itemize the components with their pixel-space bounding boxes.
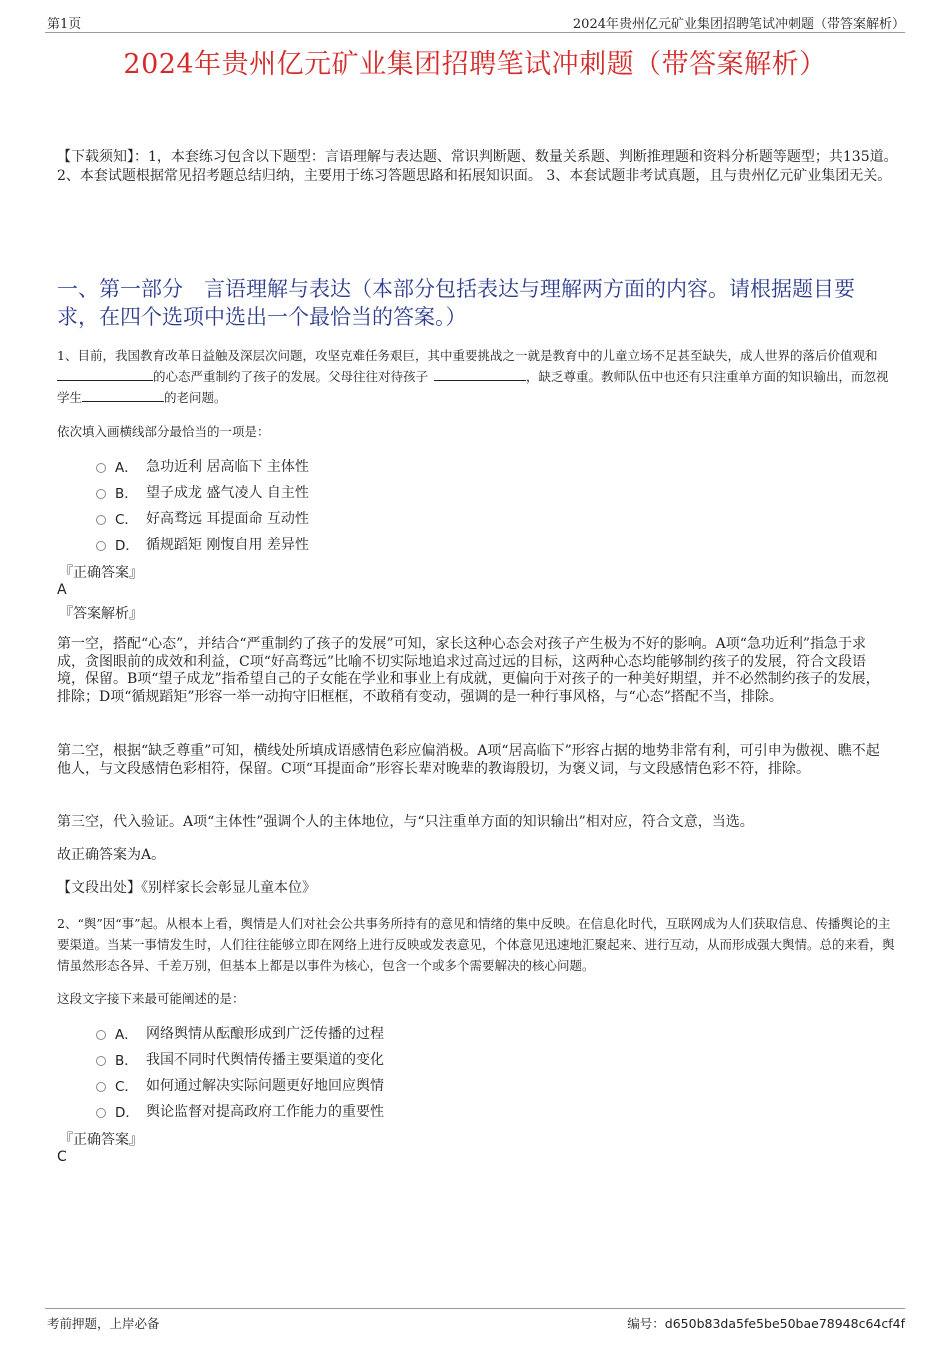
radio-icon[interactable] — [96, 463, 106, 473]
option-text: 舆论监督对提高政府工作能力的重要性 — [146, 1104, 384, 1120]
option-text: 好高骛远 耳提面命 互动性 — [146, 511, 309, 527]
document-code-value: d650b83da5fe5be50bae78948c64cf4f — [664, 1316, 905, 1331]
q2-option-d[interactable] — [96, 1100, 384, 1122]
option-text: 网络舆情从酝酿形成到广泛传播的过程 — [146, 1026, 384, 1042]
fill-blank-3 — [82, 387, 164, 402]
option-letter: B． — [115, 1053, 138, 1069]
q1-text-part: 1、目前，我国教育改革日益触及深层次问题，攻坚克难任务艰巨，其中重要挑战之一就是教育中的儿童立场不足甚至缺失，成人世界的落后价值观和 — [57, 348, 878, 363]
footer-slogan: 考前押题，上岸必备 — [47, 1316, 160, 1331]
q1-answer-label: 『正确答案』 — [59, 565, 143, 581]
q1-answer: A — [57, 582, 67, 598]
q1-source: 【文段出处】《别样家长会彰显儿童本位》 — [57, 880, 316, 896]
q1-option-b[interactable] — [96, 481, 309, 503]
radio-icon[interactable] — [96, 1056, 106, 1066]
option-letter: C． — [115, 1079, 138, 1095]
document-code-label: 编号： — [627, 1316, 665, 1331]
option-text: 如何通过解决实际问题更好地回应舆情 — [146, 1078, 384, 1094]
option-letter: B． — [115, 486, 138, 502]
option-text: 我国不同时代舆情传播主要渠道的变化 — [146, 1052, 384, 1068]
option-letter: A． — [115, 460, 138, 476]
radio-icon[interactable] — [96, 489, 106, 499]
question-2-prompt: 这段文字接下来最可能阐述的是： — [57, 991, 245, 1006]
radio-icon[interactable] — [96, 541, 106, 551]
download-notice: 【下载须知】：1，本套练习包含以下题型：言语理解与表达题、常识判断题、数量关系题、判断推理题和资料分析题等题型；共135道。 2、本套试题根据常见招考题总结归纳，主要用于练习答题思路和拓展知识面。 3、本套试题非考试真题，且与贵州亿元矿业集团无关。 — [57, 149, 898, 184]
q1-text-part: ，缺乏尊重。教师队伍中也还有只注重单方面的知识输出，而忽视学生 — [57, 369, 889, 405]
option-text: 急功近利 居高临下 主体性 — [146, 459, 309, 475]
q2-answer-label: 『正确答案』 — [59, 1132, 143, 1148]
q2-option-b[interactable] — [96, 1048, 384, 1070]
question-1-text — [57, 345, 898, 408]
question-2-text: 2、“舆”因“事”起。从根本上看，舆情是人们对社会公共事务所持有的意见和情绪的集中反映。在信息化时代，互联网成为人们获取信息、传播舆论的主要渠道。当某一事情发生时，人们往往能够立即在网络上进行反映或发表意见，个体意见迅速地汇聚起来、进行互动，从而形成强大舆情。总的来看，舆情虽然形态各异、千差万别，但基本上都是以事件为核心，包含一个或多个需要解决的核心问题。 — [57, 916, 895, 973]
option-text: 望子成龙 盛气凌人 自主性 — [146, 485, 309, 501]
q1-text-part: 的心态严重制约了孩子的发展。父母往往对待孩子 — [153, 369, 429, 384]
option-text: 循规蹈矩 刚愎自用 差异性 — [146, 537, 309, 553]
q1-analysis-label: 『答案解析』 — [59, 606, 143, 622]
q1-option-a[interactable] — [96, 455, 309, 477]
fill-blank-1 — [57, 366, 153, 381]
q2-answer: C — [57, 1149, 67, 1165]
option-letter: A． — [115, 1027, 138, 1043]
footer-divider — [45, 1308, 905, 1309]
fill-blank-2 — [434, 366, 526, 381]
running-header-title: 2024年贵州亿元矿业集团招聘笔试冲刺题（带答案解析） — [572, 17, 905, 32]
q1-option-c[interactable] — [96, 507, 309, 529]
page-title: 2024年贵州亿元矿业集团招聘笔试冲刺题（带答案解析） — [123, 49, 827, 80]
radio-icon[interactable] — [96, 1108, 106, 1118]
section-heading: 一、第一部分 言语理解与表达（本部分包括表达与理解两方面的内容。请根据题目要求，在四个选项中选出一个最恰当的答案。） — [57, 277, 855, 329]
q2-option-c[interactable] — [96, 1074, 384, 1096]
option-letter: D． — [115, 538, 139, 554]
option-letter: D． — [115, 1105, 139, 1121]
q1-text-part: 的老问题。 — [164, 390, 227, 405]
option-letter: C． — [115, 512, 138, 528]
q1-analysis-paragraph-2: 第二空，根据“缺乏尊重”可知，横线处所填成语感情色彩应偏消极。A项“居高临下”形容占据的地势非常有利，可引申为傲视、瞧不起他人，与文段感情色彩相符，保留。C项“耳提面命”形容长辈对晚辈的教诲殷切，为褒义词，与文段感情色彩不符，排除。 — [57, 743, 880, 777]
radio-icon[interactable] — [96, 1082, 106, 1092]
header-divider — [45, 32, 905, 33]
q2-option-a[interactable] — [96, 1022, 384, 1044]
q1-option-d[interactable] — [96, 533, 309, 555]
q1-analysis-paragraph-3: 第三空，代入验证。A项“主体性”强调个人的主体地位，与“只注重单方面的知识输出”相对应，符合文意，当选。 — [57, 814, 754, 830]
q1-analysis-paragraph-4: 故正确答案为A。 — [57, 847, 166, 863]
q1-analysis-paragraph-1: 第一空，搭配“心态”，并结合“严重制约了孩子的发展”可知，家长这种心态会对孩子产生极为不好的影响。A项“急功近利”指急于求成，贪图眼前的成效和利益，C项“好高骛远”比喻不切实际地追求过高过远的目标，这两种心态均能够制约孩子的发展，符合文段语境，保留。B项“望子成龙”指希望自己的子女能在学业和事业上有成就，更偏向于对孩子的一种美好期望，并不必然制约孩子的发展，排除；D项“循规蹈矩”形容一举一动拘守旧框框，不敢稍有变动，强调的是一种行事风格，与“心态”搭配不当，排除。 — [57, 636, 880, 705]
page-number: 第1页 — [47, 17, 82, 32]
question-1-prompt: 依次填入画横线部分最恰当的一项是： — [57, 424, 270, 439]
radio-icon[interactable] — [96, 515, 106, 525]
radio-icon[interactable] — [96, 1030, 106, 1040]
document-code — [627, 1314, 905, 1332]
